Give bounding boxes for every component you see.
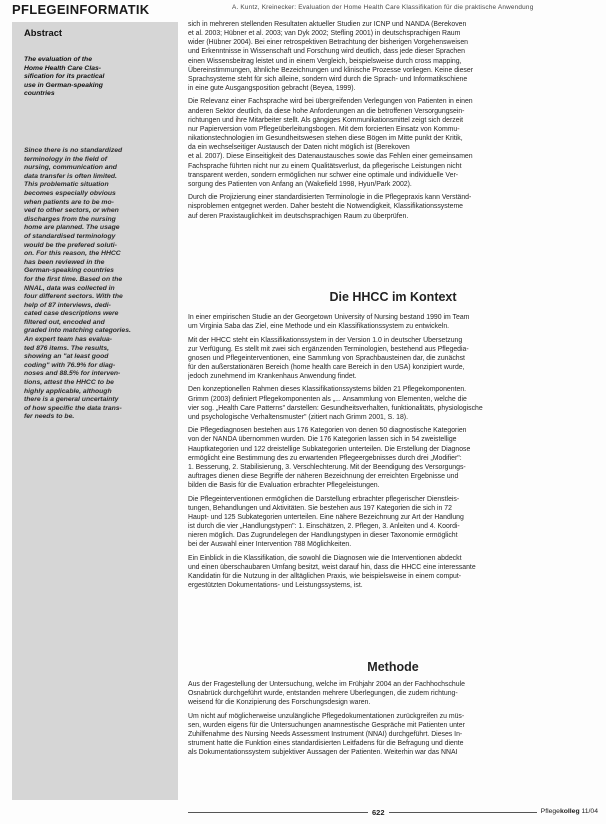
- text-line: Um nicht auf möglicherweise unzulängliche Pflegedokumentationen zurückgreifen zu müs-: [188, 712, 465, 720]
- issue-number: 11/04: [581, 808, 598, 815]
- section-hhcc-body: [188, 313, 598, 595]
- text-line: Home Health Care Clas-: [24, 64, 102, 72]
- text-line: Mit der HHCC steht ein Klassifikationssystem in der Version 1.0 in deutscher Übersetzung: [188, 336, 463, 344]
- journal-issue-suffix: kolleg: [559, 808, 580, 815]
- text-line: Ein Einblick in die Klassifikation, die sowohl die Diagnosen wie die Interventionen abdeckt: [188, 554, 462, 562]
- paragraph: [188, 712, 598, 758]
- paragraph: [188, 554, 598, 591]
- text-line: countries: [24, 90, 55, 98]
- text-line: und einen überschaubaren Umfang besitzt, weist darauf hin, dass die HHCC eine interessante: [188, 563, 476, 571]
- text-line: Durch die Projizierung einer standardisierten Terminologie in die Pflegepraxis kann Verständ-: [188, 194, 472, 202]
- page-number: 622: [368, 808, 389, 817]
- text-line: und psychologische Verhaltensmuster" (zitiert nach Grimm 2001, S. 18).: [188, 413, 408, 421]
- text-line: auf deren Praxistauglichkeit im deutschsprachigen Raum zu überprüfen.: [188, 212, 409, 220]
- text-line: has been reviewed in the: [24, 258, 105, 266]
- paragraph: [188, 193, 598, 220]
- text-line: 1. Besserung, 2. Stabilisierung, 3. Verschlechterung. Mit der Beendigung des Versorgungs-: [188, 463, 466, 471]
- text-line: terminology in the field of: [24, 155, 108, 163]
- text-line: auftrages dienen diese Begriffe der näheren Bezeichnung der erreichten Ergebnisse und: [188, 473, 459, 481]
- text-line: Osnabrück durchgeführt wurde, entstanden mehrere Überlegungen, die zudem richtung-: [188, 690, 458, 698]
- section-methode-body: [188, 680, 598, 762]
- text-line: Haupt- und 125 Subkategorien unterteilen. Eine nähere Bezeichnung zur Art der Handlung: [188, 513, 464, 521]
- text-line: nikationstechnologien im Gesundheitswesen stehen diese Bögen im Mitte punkt der Kritik,: [188, 135, 463, 143]
- text-line: tungen, Behandlungen und Aktivitäten. Sie bestehen aus 197 Kategorien die sich in 72: [188, 504, 452, 512]
- text-line: when patients are to be mo-: [24, 198, 114, 206]
- section-title-methode: Methode: [367, 660, 419, 674]
- text-line: Den konzeptionellen Rahmen dieses Klassifikationssystems bilden 21 Pflegekomponenten.: [188, 386, 467, 394]
- text-line: of standardised terminology: [24, 232, 116, 240]
- text-line: help of 87 interviews, dedi-: [24, 301, 111, 309]
- text-line: for the first time. Based on the: [24, 275, 123, 283]
- text-line: ted 876 items. The results,: [24, 344, 109, 352]
- text-line: Since there is no standardized: [24, 147, 123, 154]
- paragraph: [188, 336, 598, 382]
- text-line: tions, attest the HHCC to be: [24, 379, 114, 387]
- paragraph: [188, 20, 598, 93]
- text-line: vier sog. „Health Care Patterns" darstellen: Gesundheitsverhalten, funktionalitäts, physiologische: [188, 404, 483, 412]
- text-line: Sprachsysteme steht für sich alleine, sondern wird durch die Sprach- und Informatikschiene: [188, 75, 468, 83]
- paragraph: [188, 385, 598, 422]
- page-footer: [188, 808, 598, 820]
- text-line: The evaluation of the: [24, 56, 92, 63]
- text-line: on. For this reason, the HHCC: [24, 250, 121, 258]
- text-line: zur Verfügung. Es stellt mit zwei sich ergänzenden Terminologien, bestehend aus Pflegedia-: [188, 345, 469, 353]
- text-line: nur Papierversion vom Pflegeüberleitungsbogen. Mit dem forcierten Einsatz von Kommu-: [188, 125, 460, 133]
- text-line: highly applicable, although: [24, 387, 112, 395]
- text-line: This problematic situation: [24, 181, 109, 189]
- text-line: nursing, communication and: [24, 164, 117, 172]
- text-line: discharges from the nursing: [24, 215, 116, 223]
- text-line: Hauptkategorien und 122 dreistellige Subkategorien unterteilen. Die Erstellung der Diagnose: [188, 445, 471, 453]
- text-line: anderen Sektor deutlich, da diese hohe Anforderungen an die betroffenen Versorgungsein-: [188, 107, 465, 115]
- text-line: wider (Hübner 2004). Bei einer retrospektiven Betrachtung der bisherigen Vorgehensweisen: [188, 39, 468, 47]
- text-line: richtungen und ihre Mitarbeiter stellt. Als gängiges Kommunikationsmittel zeigt sich derzeit: [188, 116, 463, 124]
- text-line: four different sectors. With the: [24, 293, 123, 301]
- section-title-hhcc: Die HHCC im Kontext: [329, 290, 457, 304]
- text-line: Fachsprache führten nicht nur zu einem Qualitätsverlust, da pflegerische Leistungen nicht: [188, 162, 462, 170]
- text-line: Die Pflegediagnosen bestehen aus 176 Kategorien von denen 50 diagnostische Kategorien: [188, 427, 467, 435]
- text-line: filtered out, encoded and: [24, 318, 105, 326]
- text-line: graded into matching categories.: [24, 327, 131, 335]
- journal-issue: [537, 808, 598, 815]
- running-head: A. Kuntz, Kreinecker: Evaluation der Home Health Care Klassifikation für die praktische Anwendung: [232, 4, 534, 11]
- text-line: coding" with 76.9% for diag-: [24, 361, 116, 369]
- text-line: Grimm (2003) definiert Pflegekomponenten als „... Ansammlung von Elementen, welche die: [188, 395, 467, 403]
- text-line: ermöglicht eine Bestimmung des zu erwartenden Pflegeergebnisses durch drei „Modifier":: [188, 454, 462, 462]
- journal-title: PFLEGEINFORMATIK: [12, 2, 150, 17]
- journal-issue-name: Pflege: [540, 808, 560, 815]
- abstract-title: Abstract: [24, 27, 63, 38]
- text-line: gnosen und Pflegeinterventionen, eine Sammlung von Sprachbausteinen dar, die zunächst: [188, 354, 465, 362]
- text-line: Aus der Fragestellung der Untersuchung, welche im Frühjahr 2004 an der Fachhochschule: [188, 681, 465, 688]
- text-line: bei der Auswahl einer Intervention 788 Möglichkeiten.: [188, 541, 352, 549]
- text-line: sification for its practical: [24, 73, 105, 81]
- text-line: jedoch zunehmend im Krankenhaus Anwendung findet.: [188, 373, 357, 381]
- text-line: cated case descriptions were: [24, 310, 119, 318]
- text-line: home are planned. The usage: [24, 224, 120, 232]
- text-line: there is a general uncertainty: [24, 396, 119, 404]
- intro-text: [188, 20, 598, 225]
- text-line: von der NANDA übernommen wurden. Die 176 Kategorien lassen sich in 54 zweistellige: [188, 436, 457, 444]
- text-line: da ein wechselseitiger Austausch der Daten nicht möglich ist (Berekoven: [188, 144, 410, 152]
- text-line: would be the prefered soluti-: [24, 241, 117, 249]
- text-line: Kandidatin für die Nutzung in der alltäglichen Praxis, wie beispielsweise in einem comput-: [188, 573, 462, 580]
- paragraph: [188, 313, 598, 331]
- text-line: fer needs to be.: [24, 413, 75, 421]
- text-line: Übereinstimmungen, ähnliche Bezeichnungen und klinische Prozesse vorliegen. Keine dieser: [188, 66, 473, 74]
- text-line: Zuhilfenahme des Nursing Needs Assessment Instrument (NNAI) durchgeführt. Dieses In-: [188, 730, 463, 738]
- text-line: et al. 2007). Diese Einseitigkeit des Datenaustausches sowie das Fehlen einer gemeinsamen: [188, 153, 473, 161]
- text-line: nisproblemen entgegnet werden. Daher besteht die Notwendigkeit, Klassifikationssysteme: [188, 203, 464, 211]
- text-line: ergestützten Dokumentations- und Leistungssystems, ist.: [188, 582, 363, 590]
- text-line: of how specific the data trans-: [24, 404, 122, 412]
- text-line: data transfer is often limited.: [24, 172, 117, 180]
- paragraph: [188, 680, 598, 707]
- text-line: bilden die Basis für die Evaluation erbrachter Pflegeleistungen.: [188, 482, 380, 490]
- text-line: ved to other sectors, or when: [24, 207, 119, 215]
- page-header: [0, 0, 606, 22]
- text-line: In einer empirischen Studie an der Georgetown University of Nursing bestand 1990 im Team: [188, 314, 470, 321]
- paragraph: [188, 495, 598, 550]
- text-line: als Dokumentationssystem subjektiver Aussagen der Patienten. Weiterhin war das NNAI: [188, 749, 458, 757]
- text-line: in eine gute Ausgangsposition gebracht (Beyea, 1999).: [188, 85, 356, 93]
- text-line: Die Relevanz einer Fachsprache wird bei übergreifenden Verlegungen von Patienten in einen: [188, 98, 473, 106]
- abstract-body: [24, 147, 172, 422]
- text-line: becomes especially obvious: [24, 189, 116, 197]
- text-line: et al. 2003; Hübner et al. 2003; van Dyk 2002; Stefling 2001) in deutschsprachigen Raum: [188, 30, 461, 38]
- text-line: um Virginia Saba das Ziel, eine Methode und ein Klassifikationssystem zu entwickeln.: [188, 323, 450, 331]
- text-line: strument hatte die Funktion eines standardisierten Leitfadens für die Befragung und diente: [188, 740, 464, 748]
- text-line: ist durch die vier „Handlungstypen": 1. Einschätzen, 2. Pflegen, 3. Anleiten und 4. Koordi-: [188, 523, 460, 531]
- text-line: Die Pflegeinterventionen ermöglichen die Darstellung erbrachter pflegerischer Dienstleis-: [188, 495, 460, 503]
- text-line: use in German-speaking: [24, 81, 103, 89]
- text-line: showing an "at least good: [24, 353, 109, 361]
- text-line: weisend für die Konzipierung des Forschungsdesign waren.: [188, 699, 371, 707]
- text-line: NNAL, data was collected in: [24, 284, 115, 292]
- text-line: nieren möglich. Das Zugrundelegen der Handlungstypen in dieser Taxonomie ermöglicht: [188, 532, 458, 540]
- text-line: sorgung des Patienten von Anfang an (Wakefield 1998, Hyun/Park 2002).: [188, 180, 412, 188]
- text-line: und Erkenntnisse in Wissenschaft und Forschung wird deutlich, dass jede dieser Sprachen: [188, 48, 465, 56]
- text-line: sich in mehreren stellenden Resultaten aktueller Studien zur ICNP und NANDA (Berekoven: [188, 21, 467, 28]
- paragraph: [188, 97, 598, 189]
- text-line: einen Wissensbeitrag leistet und in einem Vergleich, beispielsweise durch cross mapping,: [188, 57, 462, 65]
- text-line: sen, wurden eigens für die Untersuchungen anamnestische Gespräche mit Patienten unter: [188, 721, 465, 729]
- text-line: noses and 88.5% for interven-: [24, 370, 121, 378]
- text-line: transparent werden, sondern ermöglichen nur schwer eine optimale und individuelle Ver-: [188, 171, 459, 179]
- text-line: An expert team has evalua-: [24, 336, 113, 344]
- text-line: German-speaking countries: [24, 267, 114, 275]
- text-line: für den außerstationären Bereich (home health care Bereich in den USA) konzipiert wurde,: [188, 363, 465, 371]
- abstract-english-title: [24, 56, 172, 99]
- paragraph: [188, 426, 598, 490]
